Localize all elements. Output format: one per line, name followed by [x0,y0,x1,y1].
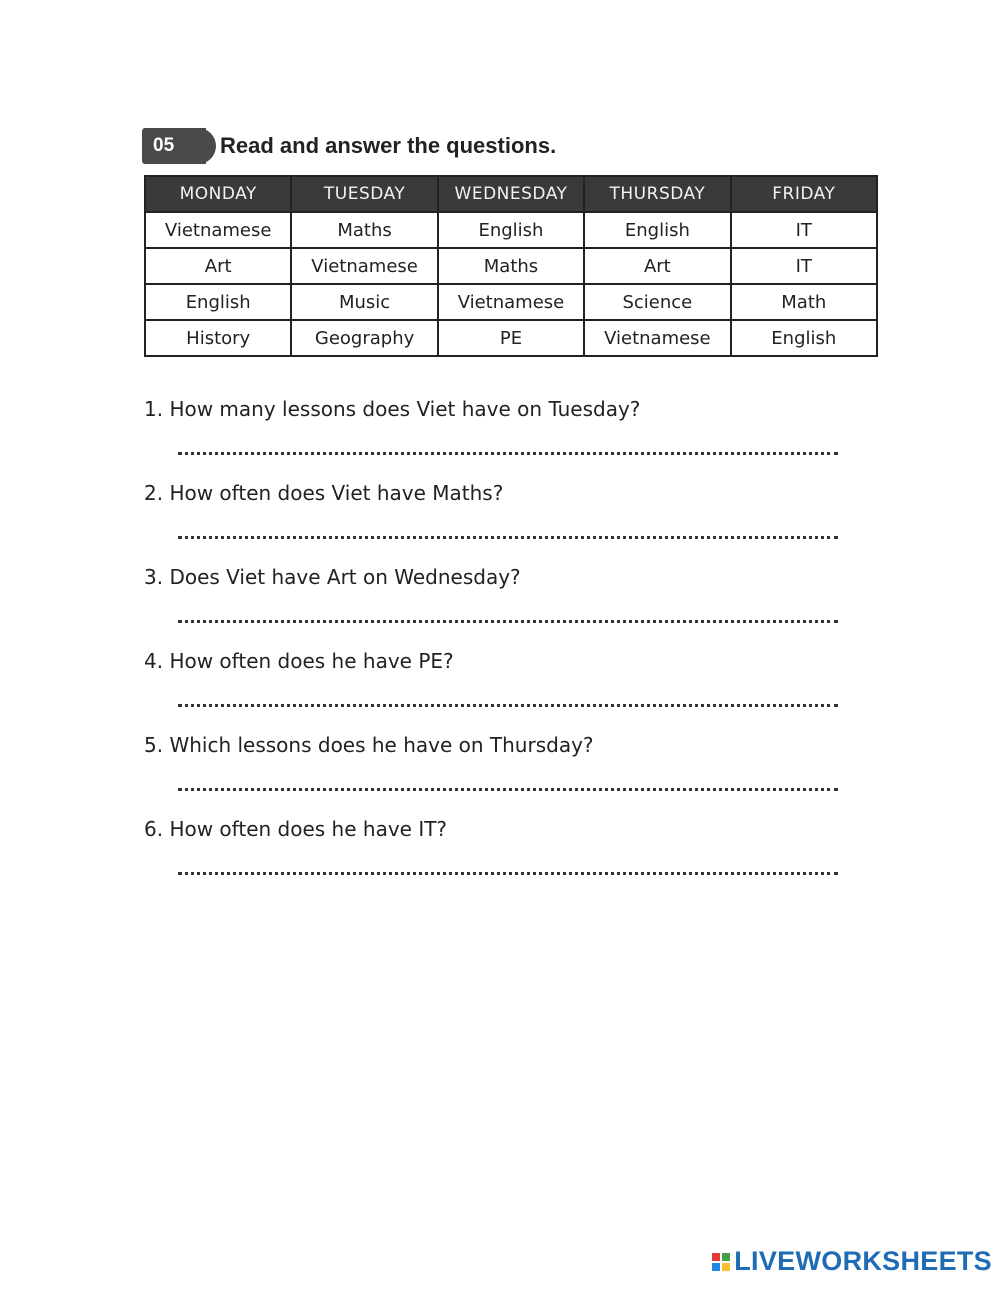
day-header: WEDNESDAY [438,176,584,212]
logo-square [712,1253,720,1261]
lesson-cell: Geography [291,320,437,356]
day-header: THURSDAY [584,176,730,212]
lesson-cell: English [438,212,584,248]
lesson-cell: PE [438,320,584,356]
timetable-header-row [145,176,877,212]
question-text: 6. How often does he have IT? [144,817,448,841]
day-header: MONDAY [145,176,291,212]
lesson-cell: Maths [438,248,584,284]
lesson-cell: Science [584,284,730,320]
question-text: 4. How often does he have PE? [144,649,454,673]
lesson-cell: IT [731,248,877,284]
exercise-header [142,126,556,166]
lesson-cell: Vietnamese [584,320,730,356]
logo-square [722,1263,730,1271]
lesson-cell: Vietnamese [291,248,437,284]
question-item [144,562,844,646]
timetable-row [145,284,877,320]
question-item [144,814,844,898]
lesson-cell: English [584,212,730,248]
question-text: 1. How many lessons does Viet have on Tuesday? [144,397,641,421]
lesson-cell: Art [145,248,291,284]
lesson-cell: Vietnamese [438,284,584,320]
day-header: FRIDAY [731,176,877,212]
question-item [144,730,844,814]
question-text: 3. Does Viet have Art on Wednesday? [144,565,521,589]
answer-field[interactable] [178,872,838,875]
timetable-row [145,320,877,356]
lesson-cell: Music [291,284,437,320]
lesson-cell: Art [584,248,730,284]
lesson-cell: English [145,284,291,320]
answer-field[interactable] [178,788,838,791]
lesson-cell: History [145,320,291,356]
answer-field[interactable] [178,704,838,707]
question-text: 2. How often does Viet have Maths? [144,481,504,505]
question-item [144,646,844,730]
brand-name: LIVEWORKSHEETS [734,1246,992,1276]
liveworksheets-brand[interactable] [712,1246,992,1277]
question-item [144,478,844,562]
timetable-row [145,212,877,248]
exercise-number-badge: 05 [142,128,206,164]
timetable-row [145,248,877,284]
question-item [144,394,844,478]
lesson-cell: Math [731,284,877,320]
liveworksheets-logo-icon [712,1253,730,1271]
exercise-title: Read and answer the questions. [220,133,557,158]
lesson-cell: Maths [291,212,437,248]
day-header: TUESDAY [291,176,437,212]
lesson-cell: IT [731,212,877,248]
question-list [144,394,844,898]
lesson-cell: Vietnamese [145,212,291,248]
lesson-cell: English [731,320,877,356]
answer-field[interactable] [178,620,838,623]
answer-field[interactable] [178,536,838,539]
logo-square [712,1263,720,1271]
timetable [144,175,878,357]
answer-field[interactable] [178,452,838,455]
question-text: 5. Which lessons does he have on Thursday? [144,733,594,757]
logo-square [722,1253,730,1261]
